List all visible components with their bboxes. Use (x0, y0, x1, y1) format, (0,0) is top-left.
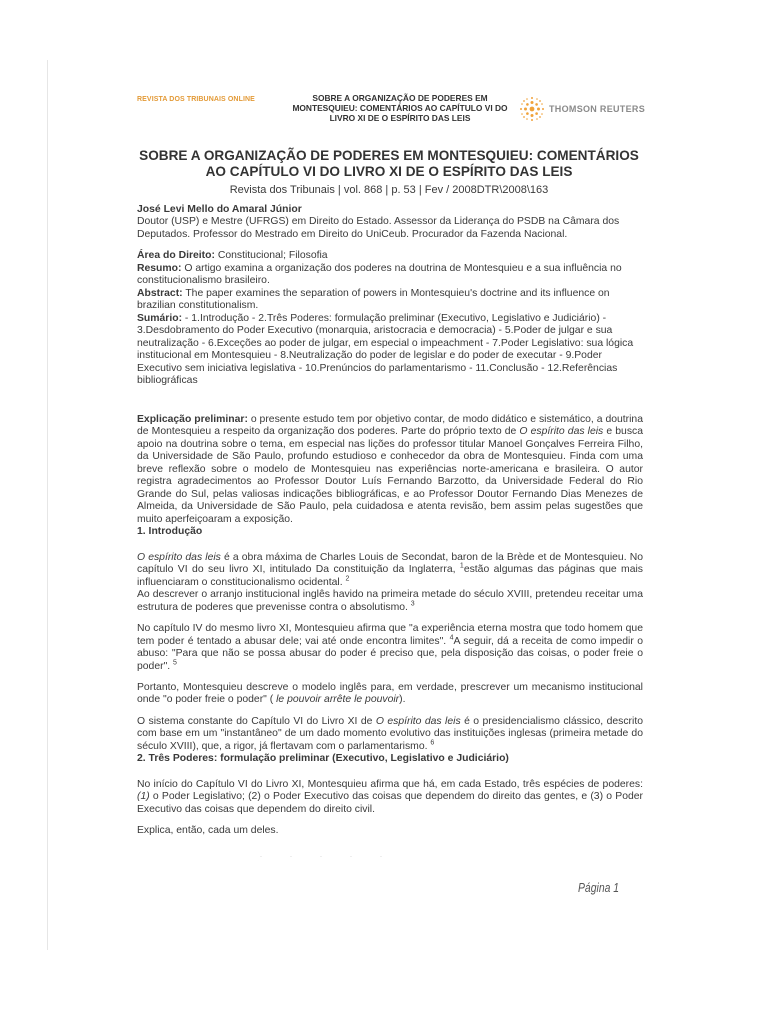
explicacao-preliminar: Explicação preliminar: o presente estudo tem por objetivo contar, de modo didático e sistemático, a doutrina de Montesquieu a respeito da organização dos poderes. Parte do próprio texto de O espírito das leis e busca apoio na doutrina sobre o tema, em especial nas lições do professor titular Manoel Gonçalves Ferreira Filho, da Universidade de São Paulo, profundo estudioso e conhecedor da obra de Montesquieu. Finda com uma breve reflexão sobre o modelo de Montesquieu nas experiências norte-americana e brasileira. O autor registra agradecimentos ao Professor Doutor Luís Fernando Barzotto, da Universidade Federal do Rio Grande do Sul, pelas valiosas indicações bibliográficas, e ao Professor Doutor Fernando Dias Menezes de Almeida, da Universidade de São Paulo, pela cuidadosa e atenta revisão, bem assim pelas sugestões que muito aperfeiçoaram a exposição. (137, 413, 643, 525)
footnote-ref[interactable]: 1 (459, 562, 464, 570)
area-do-direito (137, 250, 643, 262)
header-title: SOBRE A ORGANIZAÇÃO DE PODERES EM MONTESQUIEU: COMENTÁRIOS AO CAPÍTULO VI DO LIVRO XI DE O ESPÍRITO DAS LEIS (292, 93, 508, 123)
abstract-label: Abstract: (137, 287, 183, 299)
resumo-label: Resumo: (137, 262, 182, 274)
explicacao-label: Explicação preliminar: (137, 413, 248, 425)
book-title: O espírito das leis (519, 426, 604, 438)
section-heading-tres-poderes: 2. Três Poderes: formulação preliminar (Executivo, Legislativo e Judiciário) (137, 753, 509, 765)
sumario-text: - 1.Introdução - 2.Três Poderes: formulação preliminar (Executivo, Legislativo e Judiciário) - 3.Desdobramento do Poder Executivo (monarquia, aristocracia e democracia) - 5.Poder de julgar e sua neutralização - 6.Exceções ao poder de julgar, em especial o impeachment - 7.Poder Legislativo: sua lógica institucional em Montesquieu - 8.Neutralização do poder de legislar e do poder de executar - 9.Poder Executivo sem iniciativa legislativa - 10.Prenúncios do parlamentarismo - 11.Conclusão - 12.Referências bibliográficas (137, 312, 634, 387)
page-number: Página 1 (578, 880, 620, 895)
sumario (137, 313, 643, 388)
brand-logo-revista-dos-tribunais: REVISTA DOS TRIBUNAIS ONLINE (137, 96, 255, 103)
page-header (137, 93, 646, 128)
paragraph: No início do Capítulo VI do Livro XI, Montesquieu afirma que há, em cada Estado, três espécies de poderes: (1) o Poder Legislativo; (2) o Poder Executivo das coisas que dependem do direito das gentes, e (3) o Poder Executivo das coisas que dependem do direito civil. (137, 778, 643, 815)
footnote-ref[interactable]: 3 (410, 600, 415, 608)
paragraph: Ao descrever o arranjo institucional inglês havido na primeira metade do século XVIII, pretendeu receitar uma estrutura de poderes que prevenisse contra o absolutismo. $^3$ (137, 589, 643, 613)
footnote-ref[interactable]: 2 (345, 575, 350, 583)
author-name: José Levi Mello do Amaral Júnior (137, 204, 302, 215)
document-title: SOBRE A ORGANIZAÇÃO DE PODERES EM MONTESQUIEU: COMENTÁRIOS AO CAPÍTULO VI DO LIVRO XI DE O ESPÍRITO DAS LEIS (139, 148, 639, 180)
thomson-reuters-wordmark: THOMSON REUTERS (549, 104, 646, 114)
resumo (137, 263, 643, 288)
footnote-ref[interactable]: 6 (430, 739, 435, 747)
section-heading-introducao: 1. Introdução (137, 526, 203, 538)
resumo-text: O artigo examina a organização dos poderes na doutrina de Montesquieu e a sua influência no constitucionalismo brasileiro. (137, 262, 622, 287)
footnote-ref[interactable]: 5 (173, 659, 177, 667)
paragraph: No capítulo IV do mesmo livro XI, Montesquieu afirma que "a experiência eterna mostra que todo homem que tem poder é tentado a abusar dele; vai até onde encontra limites". $^4$A seguir, dá a receita de como impedir o abuso: "Para que não se possa abusar do poder é preciso que, pela disposição das coisas, o poder freie o poder". $^5$ (137, 623, 643, 672)
abstract-text: The paper examines the separation of powers in Montesquieu's doctrine and its influence on brazilian constitutionalism. (137, 287, 610, 312)
paragraph: Explica, então, cada um deles. (137, 825, 279, 837)
document-body (137, 204, 643, 838)
abstract (137, 288, 643, 313)
scan-artifact: ····· (260, 854, 410, 860)
paragraph: O espírito das leis é a obra máxima de Charles Louis de Secondat, baron de la Brède et de Montesquieu. No capítulo VI do seu livro XI, intitulado Da constituição da Inglaterra, $^1$estão algumas das páginas que mais influenciaram o constitucionalismo ocidental. $^2$ (137, 551, 643, 588)
paragraph: O sistema constante do Capítulo VI do Livro XI de O espírito das leis é o presidencialismo clássico, descrito com base em um "instantâneo" de um dado momento evolutivo das instituições inglesas (primeira metade do século XVIII), que, a rigor, já flertavam com o parlamentarismo. $^6$ (137, 715, 643, 752)
document-citation: Revista dos Tribunais | vol. 868 | p. 53 | Fev / 2008DTR\2008\163 (229, 184, 549, 196)
author-bio: Doutor (USP) e Mestre (UFRGS) em Direito do Estado. Assessor da Liderança do PSDB na Câmara dos Deputados. Professor do Mestrado em Direito do UniCeub. Procurador da Fazenda Nacional. (137, 216, 620, 240)
page-edge (47, 60, 48, 950)
area-label: Área do Direito: (137, 250, 215, 262)
area-value: Constitucional; Filosofia (214, 250, 328, 262)
sumario-label: Sumário: (137, 312, 183, 324)
brand-logo-thomson-reuters (519, 96, 646, 126)
thomson-reuters-logo-icon (519, 96, 545, 122)
paragraph: Portanto, Montesquieu descreve o modelo inglês para, em verdade, prescrever um mecanismo institucional onde "o poder freie o poder" ( le pouvoir arrête le pouvoir). (137, 681, 643, 706)
footnote-ref[interactable]: 4 (449, 634, 454, 642)
